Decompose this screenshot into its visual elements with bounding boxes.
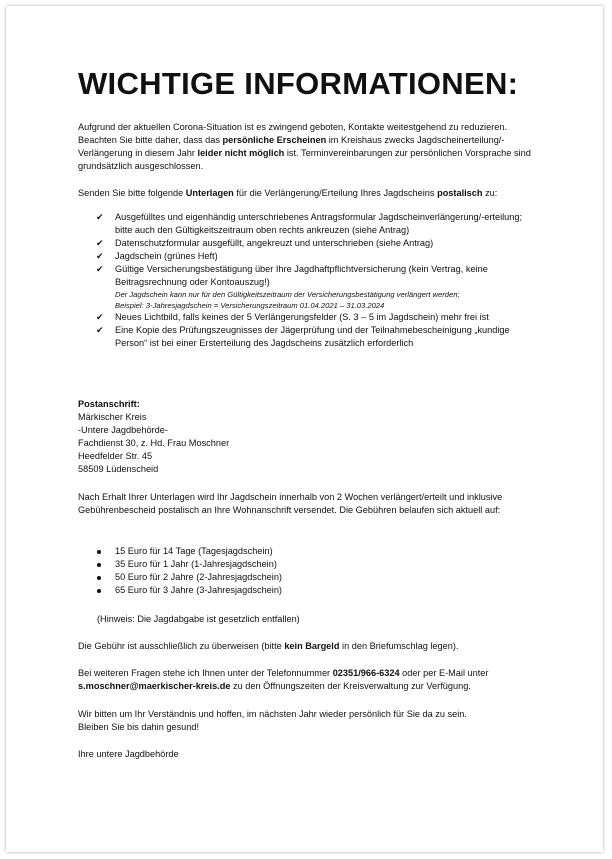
intro-text-1: Aufgrund der aktuellen Corona-Situation ist es zwingend geboten, Kontakte weitestgehend zu reduzieren. Beachten Sie bitte daher, dass das — [78, 122, 508, 145]
checkmark-icon: ✔ — [96, 238, 104, 248]
closing-line-2: Bleiben Sie bis dahin gesund! — [78, 722, 200, 732]
contact-phone: 02351/966-6324 — [332, 668, 400, 678]
checkmark-icon: ✔ — [96, 251, 104, 261]
address-line: 58509 Lüdenscheid — [78, 464, 159, 474]
payment-text-2: in den Briefumschlag legen). — [339, 641, 459, 651]
bullet-icon — [97, 576, 101, 580]
address-heading: Postanschrift: — [78, 399, 140, 409]
contact-text-3: zu den Öffnungszeiten der Kreisverwaltung zur Verfügung. — [230, 681, 471, 691]
checklist-item — [78, 211, 538, 237]
address-line: Fachdienst 30, z. Hd. Frau Moschner — [78, 438, 230, 448]
intro-bold-1: persönliche Erscheinen — [222, 135, 327, 145]
payment-paragraph — [78, 640, 538, 653]
contact-text-2: oder per E-Mail unter — [399, 668, 489, 678]
closing-line-1: Wir bitten um Ihr Verständnis und hoffen, im nächsten Jahr wieder persönlich für Sie da zu sein. — [78, 709, 467, 719]
signature: Ihre untere Jagdbehörde — [78, 749, 179, 759]
payment-bold: kein Bargeld — [284, 641, 340, 651]
intro-paragraph — [78, 121, 538, 173]
bullet-icon — [97, 563, 101, 567]
fee-item — [78, 558, 538, 571]
checklist-item-text: Ausgefülltes und eigenhändig unterschriebenes Antragsformular Jagdscheinverlängerung/-erteilung; bitte auch den Gültigkeitszeitraum oben rechts ankreuzen (siehe Antrag) — [115, 212, 523, 235]
intro-text-3: ist. Terminvereinbarungen zur persönlichen Vorsprache sind grundsätzlich ausgeschlossen. — [78, 148, 531, 171]
after-receipt-paragraph: Nach Erhalt Ihrer Unterlagen wird Ihr Jagdschein innerhalb von 2 Wochen verlängert/erteilt und inklusive Gebührenbescheid postalisch an Ihre Wohnanschrift versendet. Die Gebühren belaufen sich aktuell auf: — [78, 492, 503, 515]
insurance-note-2: Beispiel: 3-Jahresjagdschein = Versicherungszeitraum 01.04.2021 – 31.03.2024 — [115, 301, 385, 310]
fee-item — [78, 571, 538, 584]
send-paragraph — [78, 187, 538, 200]
fee-item — [78, 545, 538, 558]
bullet-icon — [97, 589, 101, 593]
fee-item — [78, 584, 538, 597]
send-text-1: Senden Sie bitte folgende — [78, 188, 186, 198]
checklist-item-text: Neues Lichtbild, falls keines der 5 Verlängerungsfelder (S. 3 – 5 im Jagdschein) mehr frei ist — [115, 312, 489, 322]
address-line: Heedfelder Str. 45 — [78, 451, 153, 461]
document-checklist — [78, 211, 538, 350]
checklist-item — [78, 263, 538, 311]
fee-item-text: 15 Euro für 14 Tage (Tagesjagdschein) — [115, 546, 273, 556]
fee-item-text: 35 Euro für 1 Jahr (1-Jahresjagdschein) — [115, 559, 277, 569]
contact-text-1: Bei weiteren Fragen stehe ich Ihnen unter der Telefonnummer — [78, 668, 333, 678]
checklist-item — [78, 250, 538, 263]
postal-address — [78, 398, 538, 476]
send-text-2: für die Verlängerung/Erteilung Ihres Jagdscheins — [233, 188, 438, 198]
checkmark-icon: ✔ — [96, 312, 104, 322]
contact-email: s.moschner@maerkischer-kreis.de — [78, 681, 231, 691]
send-bold-2: postalisch — [437, 188, 483, 198]
checklist-item-text: Gültige Versicherungsbestätigung über Ihre Jagdhaftpflichtversicherung (kein Vertrag, keine Beitragsrechnung oder Kontoauszug!) — [115, 264, 488, 287]
fee-hint: (Hinweis: Die Jagdabgabe ist gesetzlich entfallen) — [97, 614, 300, 624]
fee-list — [78, 545, 538, 597]
contact-paragraph — [78, 667, 538, 693]
intro-text-2: im Kreishaus zwecks Jagdscheinerteilung/-Verlängerung in diesem Jahr — [78, 135, 505, 158]
fee-item-text: 65 Euro für 3 Jahre (3-Jahresjagdschein) — [115, 585, 282, 595]
checklist-item-text: Eine Kopie des Prüfungszeugnisses der Jägerprüfung und der Teilnahmebescheinigung „kundige Person“ ist bei einer Ersterteilung des Jagdscheins zusätzlich erforderlich — [115, 325, 510, 348]
send-text-3: zu: — [482, 188, 498, 198]
page-title: WICHTIGE INFORMATIONEN: — [78, 66, 519, 101]
fee-item-text: 50 Euro für 2 Jahre (2-Jahresjagdschein) — [115, 572, 282, 582]
checklist-item-text: Jagdschein (grünes Heft) — [115, 251, 218, 261]
checklist-item — [78, 324, 538, 350]
checkmark-icon: ✔ — [96, 264, 104, 274]
checklist-item — [78, 237, 538, 250]
send-bold-1: Unterlagen — [185, 188, 234, 198]
address-line: Märkischer Kreis — [78, 412, 147, 422]
payment-text-1: Die Gebühr ist ausschließlich zu überweisen (bitte — [78, 641, 285, 651]
checklist-item-text: Datenschutzformular ausgefüllt, angekreuzt und unterschrieben (siehe Antrag) — [115, 238, 434, 248]
intro-bold-2: leider nicht möglich — [197, 148, 285, 158]
checkmark-icon: ✔ — [96, 212, 104, 222]
checklist-item — [78, 311, 538, 324]
address-line: -Untere Jagdbehörde- — [78, 425, 168, 435]
checkmark-icon: ✔ — [96, 325, 104, 335]
bullet-icon — [97, 550, 101, 554]
insurance-note-1: Der Jagdschein kann nur für den Gültigkeitszeitraum der Versicherungsbestätigung verlängert werden; — [115, 290, 460, 299]
